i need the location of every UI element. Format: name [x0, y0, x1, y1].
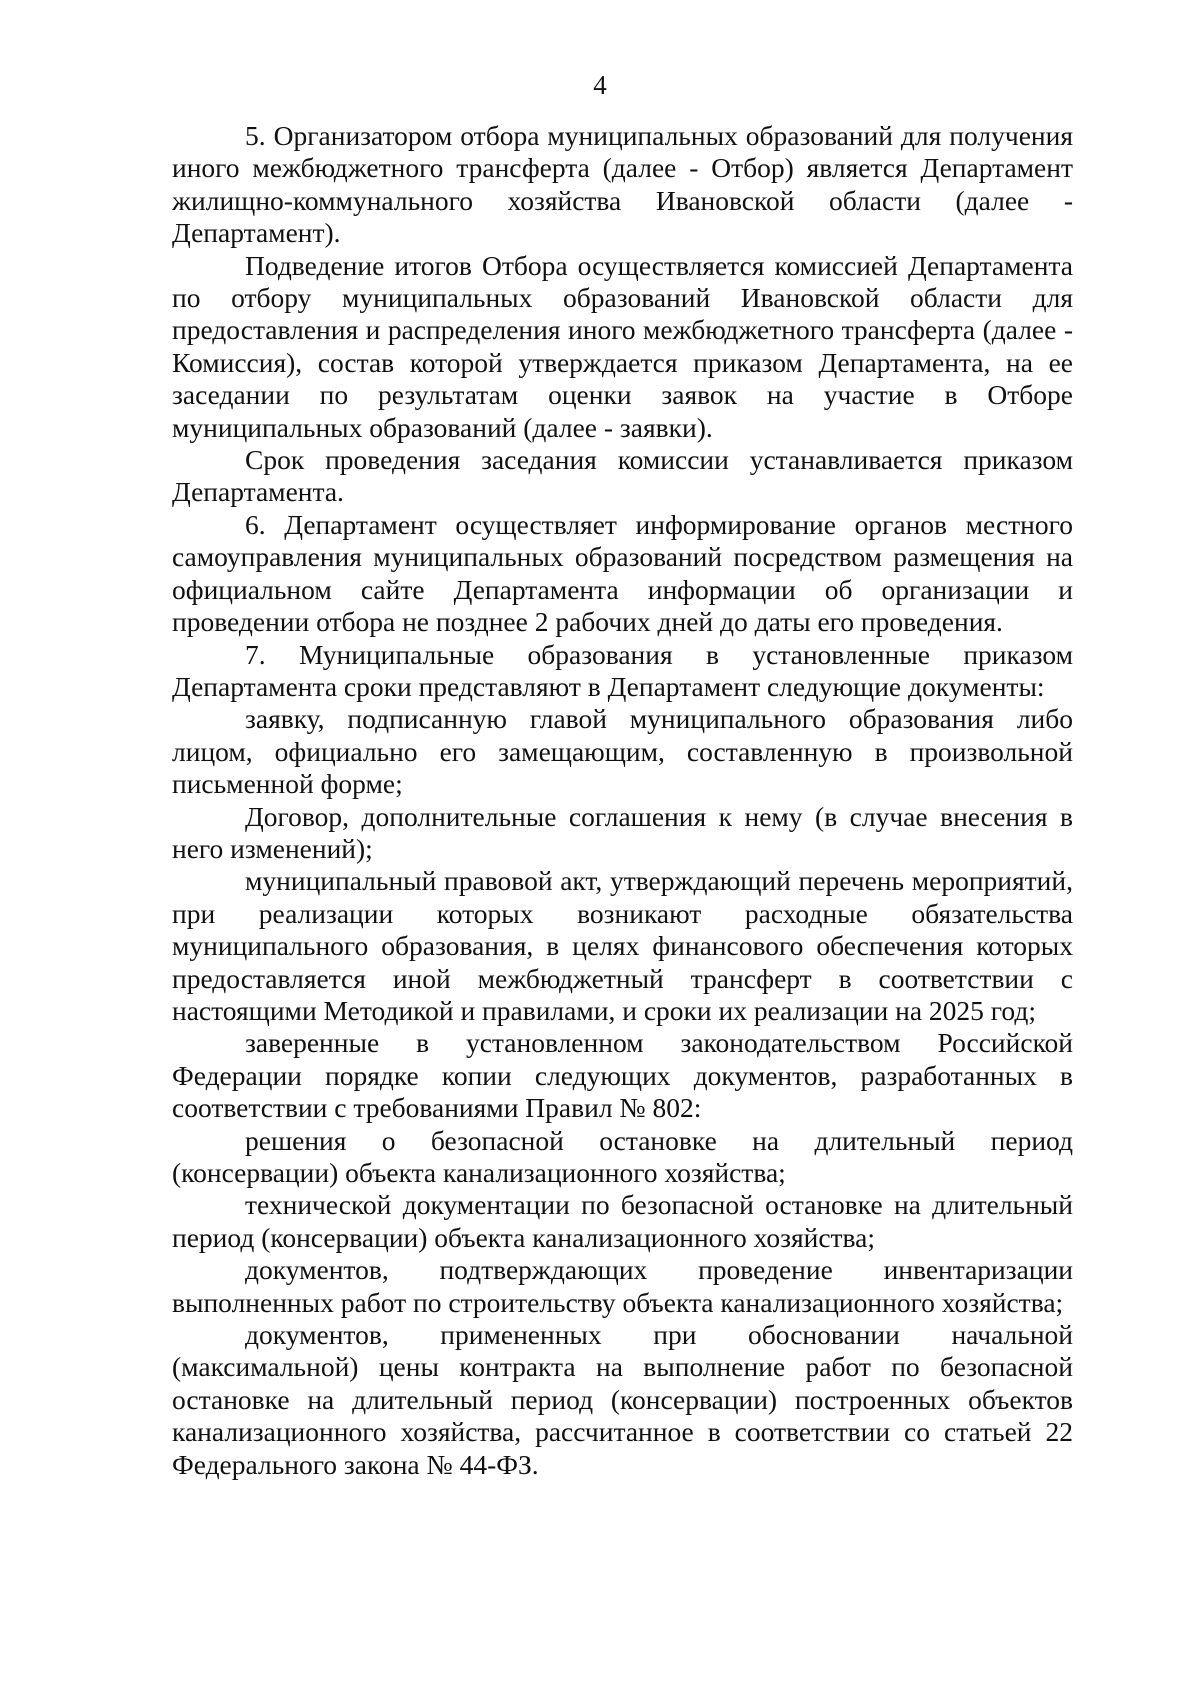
paragraph: заявку, подписанную главой муниципального образования либо лицом, официально его замещающим, составленную в произвольной письменной форме;: [172, 703, 1073, 800]
paragraph: 5. Организатором отбора муниципальных образований для получения иного межбюджетного трансферта (далее - Отбор) является Департамент жилищно-коммунального хозяйства Ивановской области (далее - Департамент).: [172, 120, 1073, 249]
paragraph: 7. Муниципальные образования в установленные приказом Департамента сроки представляют в Департамент следующие документы:: [172, 638, 1073, 702]
paragraph: 6. Департамент осуществляет информирование органов местного самоуправления муниципальных образований посредством размещения на официальном сайте Департамента информации об организации и проведении отбора не позднее 2 рабочих дней до даты его проведения.: [172, 508, 1073, 638]
paragraph: заверенные в установленном законодательством Российской Федерации порядке копии следующих документов, разработанных в соответствии с требованиями Правил № 802:: [172, 1027, 1073, 1124]
paragraph: документов, примененных при обосновании начальной (максимальной) цены контракта на выполнение работ по безопасной остановке на длительный период (консервации) построенных объектов канализационного хозяйства, рассчитанное в соответствии со статьей 22 Федерального закона № 44-ФЗ.: [172, 1319, 1073, 1480]
paragraph: муниципальный правовой акт, утверждающий перечень мероприятий, при реализации которых возникают расходные обязательства муниципального образования, в целях финансового обеспечения которых предоставляется иной межбюджетный трансферт в соответствии с настоящими Методикой и правилами, и сроки их реализации на 2025 год;: [172, 865, 1073, 1026]
paragraph: Договор, дополнительные соглашения к нему (в случае внесения в него изменений);: [172, 800, 1073, 864]
paragraph: Подведение итогов Отбора осуществляется комиссией Департамента по отбору муниципальных образований Ивановской области для предоставления и распределения иного межбюджетного трансферта (далее - Комиссия), состав которой утверждается приказом Департамента, на ее заседании по результатам оценки заявок на участие в Отборе муниципальных образований (далее - заявки).: [172, 249, 1073, 443]
page-number: 4: [593, 70, 607, 100]
paragraph: Срок проведения заседания комиссии устанавливается приказом Департамента.: [172, 444, 1073, 508]
document-body: [172, 120, 1073, 1481]
paragraph: документов, подтверждающих проведение инвентаризации выполненных работ по строительству объекта канализационного хозяйства;: [172, 1254, 1073, 1318]
paragraph: технической документации по безопасной остановке на длительный период (консервации) объекта канализационного хозяйства;: [172, 1189, 1073, 1253]
paragraph: решения о безопасной остановке на длительный период (консервации) объекта канализационного хозяйства;: [172, 1124, 1073, 1188]
